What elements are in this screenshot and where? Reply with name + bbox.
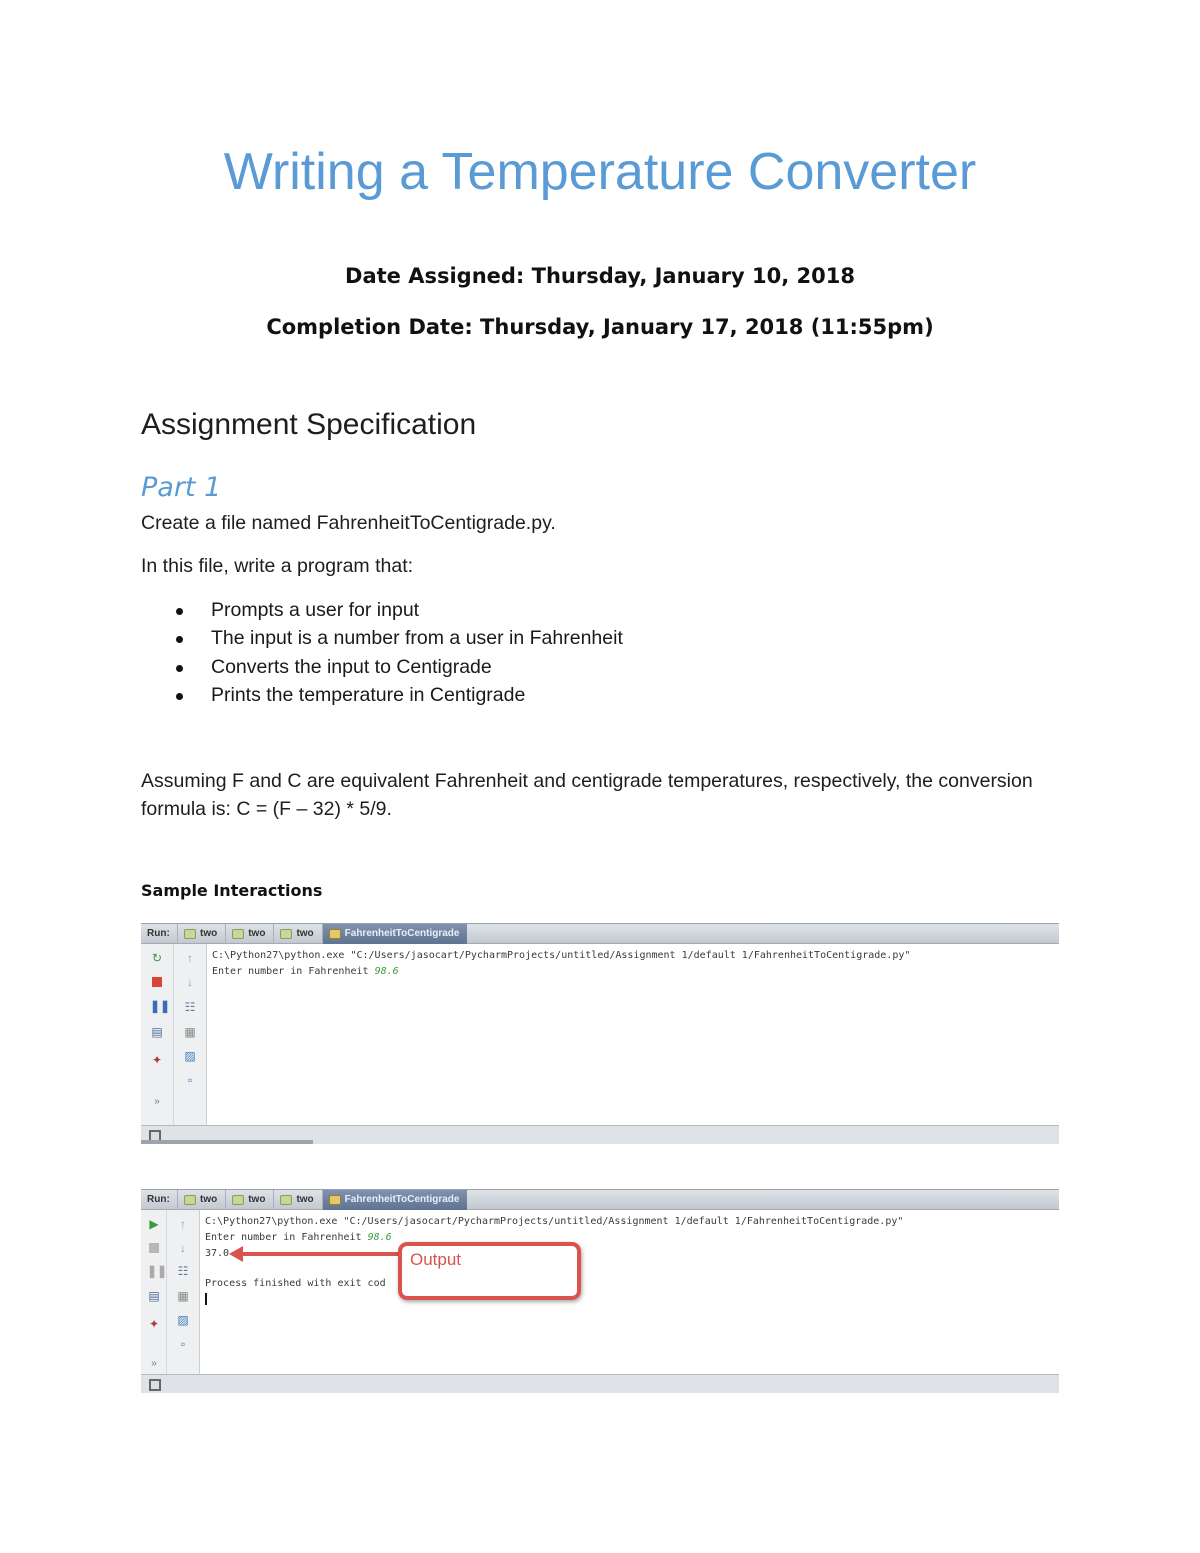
- callout-label: Output: [410, 1250, 462, 1269]
- date-assigned: Date Assigned: Thursday, January 10, 2018: [345, 264, 855, 288]
- requirement-list: [141, 597, 623, 710]
- scroll-end-icon[interactable]: ▦: [184, 1025, 196, 1039]
- run-tab-label: two: [200, 1194, 218, 1205]
- prompt-text: Enter number in Fahrenheit: [212, 966, 369, 977]
- python-file-icon: [184, 1195, 196, 1205]
- status-bar: [141, 1374, 1059, 1393]
- annotation-arrow-line: [240, 1252, 400, 1256]
- completion-date: Completion Date: Thursday, January 17, 2018 (11:55pm): [266, 315, 934, 339]
- ide-screenshot-1: [141, 923, 1059, 1144]
- run-tab-label: FahrenheitToCentigrade: [344, 928, 460, 939]
- scroll-end-icon[interactable]: ▦: [177, 1289, 189, 1303]
- list-item-text: Prints the temperature in Centigrade: [211, 683, 526, 706]
- run-tab-label: two: [200, 928, 218, 939]
- run-tab[interactable]: [225, 1190, 273, 1210]
- command-line: C:\Python27\python.exe "C:/Users/jasocart/PycharmProjects/untitled/Assignment 1/default 1/FahrenheitToCentigrade.py": [205, 1216, 904, 1227]
- list-item-text: The input is a number from a user in Fahrenheit: [211, 627, 623, 650]
- bullet-icon: [176, 693, 183, 700]
- run-tab[interactable]: [177, 1190, 225, 1210]
- more-icon[interactable]: »: [151, 1358, 157, 1369]
- run-tab-active[interactable]: [322, 1190, 468, 1210]
- list-item: [141, 625, 623, 653]
- run-tab[interactable]: [225, 924, 273, 944]
- para-create-file: Create a file named FahrenheitToCentigrade.py.: [141, 512, 556, 534]
- list-item: [141, 654, 623, 682]
- up-arrow-icon[interactable]: ↑: [180, 1217, 186, 1231]
- python-file-icon: [232, 1195, 244, 1205]
- console-output[interactable]: [201, 1210, 1059, 1374]
- bullet-icon: [176, 608, 183, 615]
- cursor-line: [205, 1292, 1055, 1308]
- command-line: C:\Python27\python.exe "C:/Users/jasocart/PycharmProjects/untitled/Assignment 1/default 1/FahrenheitToCentigrade.py": [212, 950, 911, 961]
- list-item-text: Prompts a user for input: [211, 599, 420, 621]
- pin-icon[interactable]: ✦: [151, 1053, 163, 1067]
- run-tab-active[interactable]: [322, 924, 468, 944]
- layout-icon[interactable]: ▤: [148, 1289, 160, 1303]
- prompt-text: Enter number in Fahrenheit: [205, 1232, 362, 1243]
- blank-line: [205, 1262, 1055, 1276]
- console-output[interactable]: [208, 944, 1059, 1125]
- wrap-icon[interactable]: ☷: [184, 1000, 196, 1014]
- status-bar: [141, 1125, 1059, 1144]
- para-program-intro: In this file, write a program that:: [141, 555, 414, 577]
- console-toolbar: [174, 944, 207, 1125]
- annotation-arrow-icon: [229, 1246, 243, 1262]
- pin-icon[interactable]: ✦: [148, 1317, 160, 1331]
- stop-icon[interactable]: [149, 1243, 159, 1253]
- output-callout: [398, 1242, 581, 1300]
- up-arrow-icon[interactable]: ↑: [187, 951, 193, 965]
- bullet-icon: [176, 636, 183, 643]
- ide-screenshot-2: [141, 1189, 1059, 1393]
- run-label: Run:: [147, 1194, 170, 1205]
- run-tab-bar: [141, 924, 1059, 944]
- down-arrow-icon[interactable]: ↓: [187, 975, 193, 989]
- section-heading: Assignment Specification: [141, 408, 477, 441]
- part-heading: Part 1: [141, 472, 222, 503]
- status-toggle-icon[interactable]: [149, 1379, 161, 1391]
- list-item-text: Converts the input to Centigrade: [211, 655, 492, 678]
- run-tab-label: FahrenheitToCentigrade: [344, 1194, 460, 1205]
- list-item: [141, 682, 623, 710]
- layout-icon[interactable]: ▤: [151, 1025, 163, 1039]
- run-tab-label: two: [248, 928, 266, 939]
- horizontal-scrollbar[interactable]: [141, 1140, 313, 1144]
- user-input: 98.6: [367, 1232, 392, 1243]
- python-file-icon: [280, 929, 292, 939]
- text-cursor: [205, 1293, 207, 1305]
- run-toolbar: [141, 944, 174, 1125]
- python-file-icon: [329, 1195, 341, 1205]
- prompt-line: [212, 964, 1055, 980]
- run-icon[interactable]: ▶: [149, 1217, 159, 1231]
- prompt-line: [205, 1230, 1055, 1246]
- run-label: Run:: [147, 928, 170, 939]
- down-arrow-icon[interactable]: ↓: [180, 1241, 186, 1255]
- python-file-icon: [329, 929, 341, 939]
- run-toolbar: [141, 1210, 167, 1374]
- python-file-icon: [280, 1195, 292, 1205]
- sample-heading: Sample Interactions: [141, 881, 323, 900]
- rerun-icon[interactable]: ↻: [151, 951, 163, 965]
- formula-paragraph: Assuming F and C are equivalent Fahrenheit and centigrade temperatures, respectively, the conversion formula is: C = (F – 32) * 5/9.: [141, 770, 1033, 820]
- run-tab-label: two: [296, 928, 314, 939]
- python-file-icon: [184, 929, 196, 939]
- console-toolbar: [167, 1210, 200, 1374]
- run-tab[interactable]: [273, 924, 321, 944]
- stop-icon[interactable]: [152, 977, 162, 987]
- print-icon[interactable]: ▨: [177, 1313, 189, 1327]
- trash-icon[interactable]: ▫: [180, 1337, 186, 1351]
- process-finished-line: Process finished with exit cod: [205, 1278, 386, 1289]
- output-line: 37.0: [205, 1248, 230, 1259]
- user-input: 98.6: [374, 966, 399, 977]
- run-tab-label: two: [248, 1194, 266, 1205]
- trash-icon[interactable]: ▫: [187, 1073, 193, 1087]
- wrap-icon[interactable]: ☷: [177, 1264, 189, 1278]
- run-tab[interactable]: [273, 1190, 321, 1210]
- python-file-icon: [232, 929, 244, 939]
- document-title: Writing a Temperature Converter: [223, 143, 977, 201]
- more-icon[interactable]: »: [154, 1096, 160, 1107]
- run-tab-label: two: [296, 1194, 314, 1205]
- list-item: [141, 597, 623, 625]
- pause-icon[interactable]: ❚❚: [150, 999, 171, 1013]
- run-tab-bar: [141, 1190, 1059, 1210]
- pause-icon[interactable]: ❚❚: [147, 1264, 168, 1278]
- run-tab[interactable]: [177, 924, 225, 944]
- print-icon[interactable]: ▨: [184, 1049, 196, 1063]
- bullet-icon: [176, 665, 183, 672]
